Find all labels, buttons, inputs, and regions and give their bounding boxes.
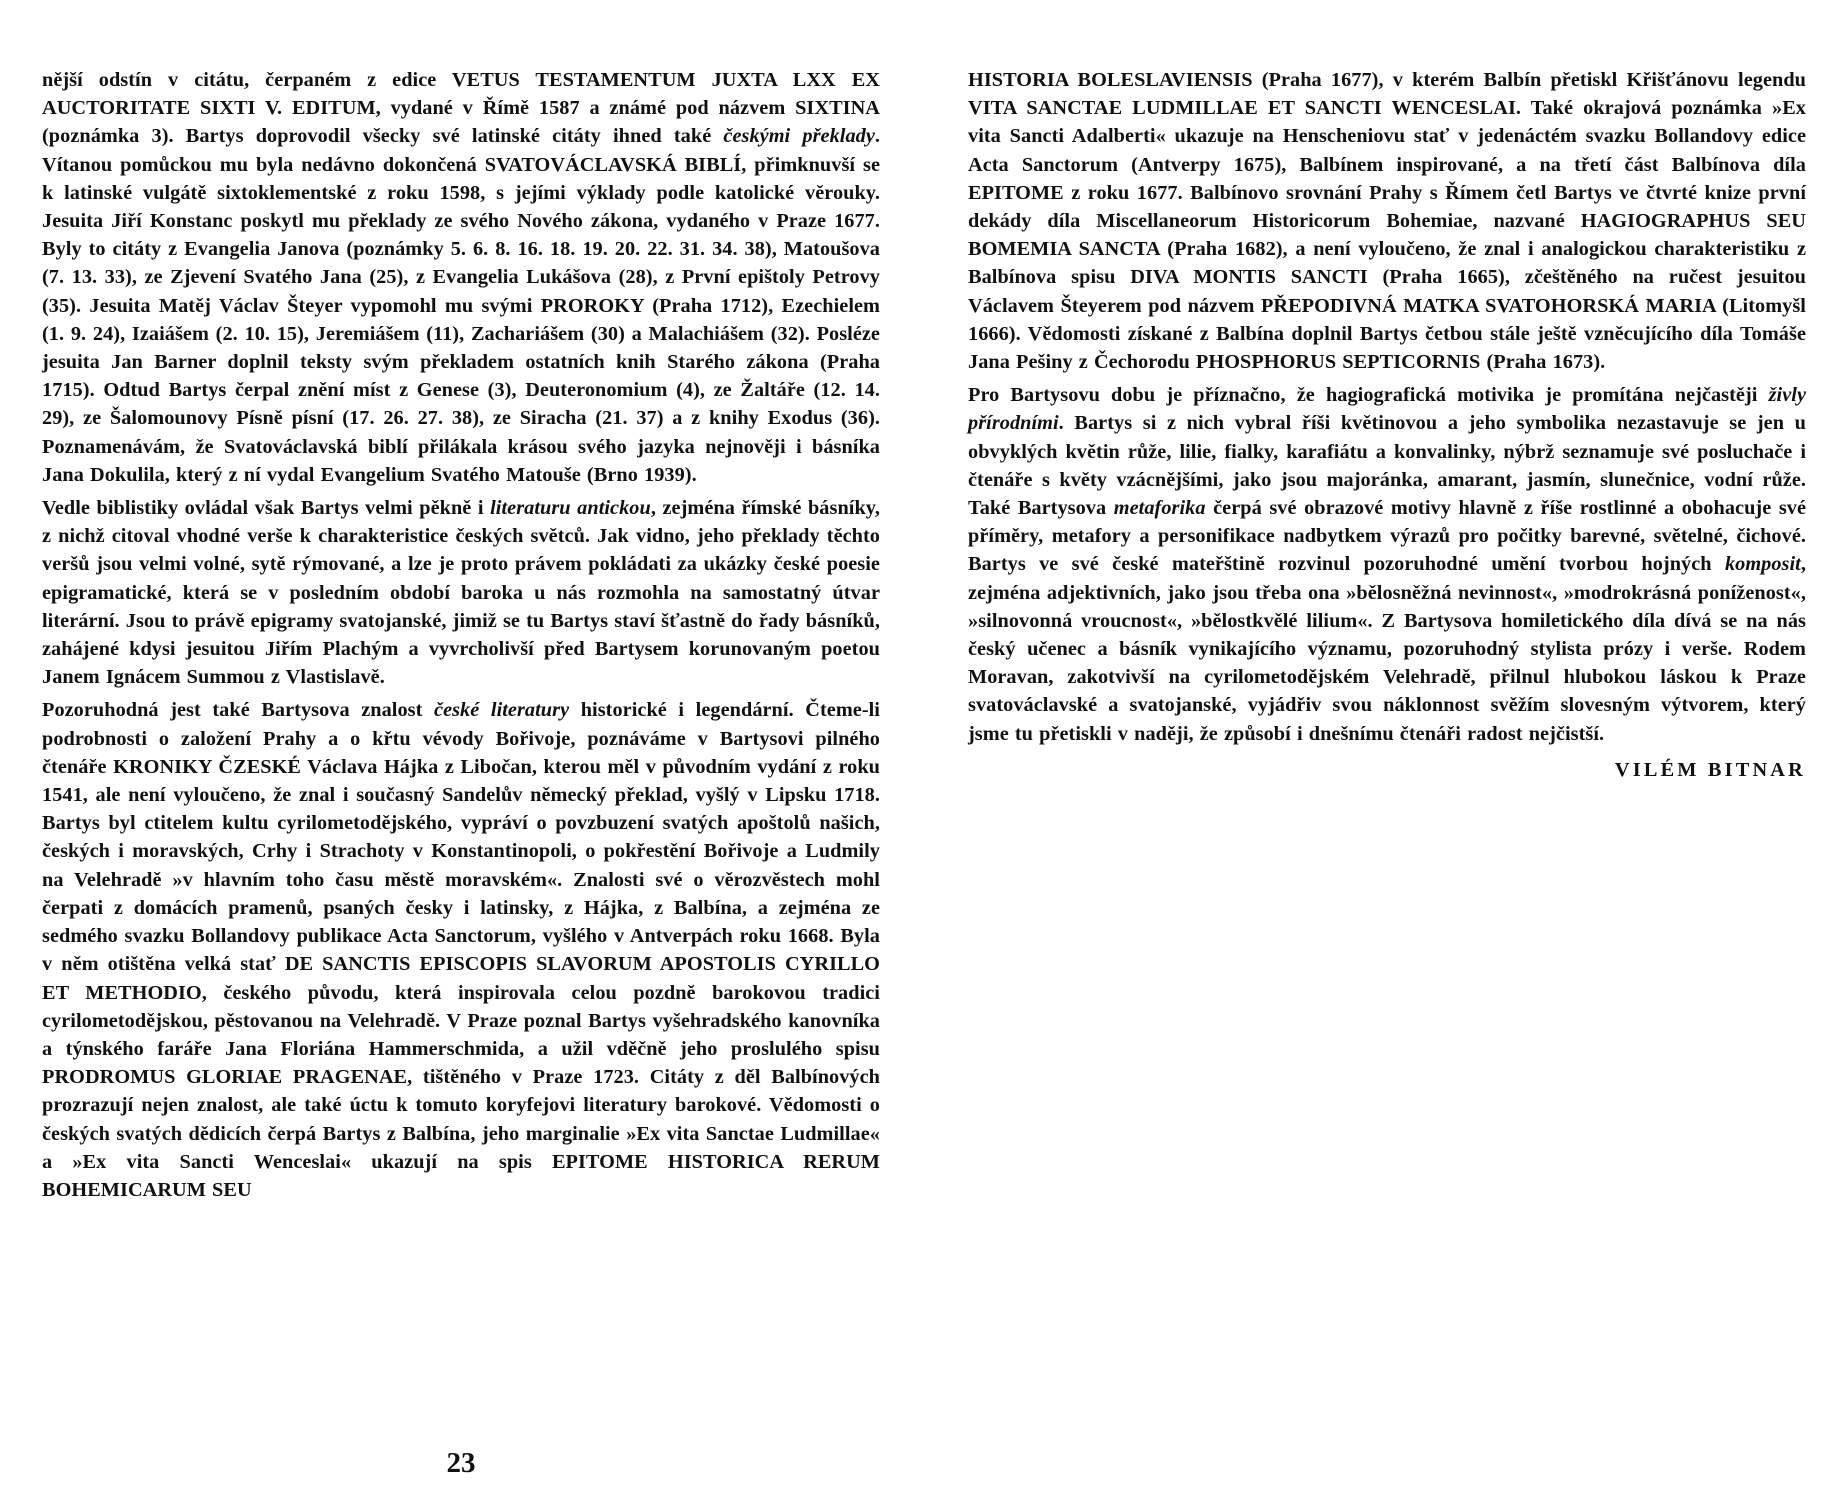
text-segment: HISTORIA BOLESLAVIENSIS (Praha 1677), v kterém Balbín přetiskl Křišťánovu legendu VITA SANCTAE LUDMILLAE ET SANCTI WENCESLAI. Také okrajová poznámka »Ex vita Sancti Adalberti« ukazuje na Henscheniovu stať v jedenáctém svazku Bollandovy edice Acta Sanctorum (Antverpy 1675), Balbínem inspirované, a na třetí část Balbínova díla EPITOME z roku 1677. Balbínovo srovnání Prahy s Římem četl Bartys ve čtvrté knize první dekády díla Miscellaneorum Historicorum Bohemiae, nazvané HAGIOGRAPHUS SEU BOMEMIA SANCTA (Praha 1682), a není vyloučeno, že znal i analogickou charakteristiku z Balbínova spisu DIVA MONTIS SANCTI (Praha 1665), zčeštěného na ručest jesuitou Václavem Šteyerem pod názvem PŘEPODIVNÁ MATKA SVATOHORSKÁ MARIA (Litomyšl 1666). Vědomosti získané z Balbína doplnil Bartys četbou stále ještě vzněcujícího díla Tomáše Jana Pešiny z Čechorodu PHOSPHORUS SEPTICORNIS (Praha 1673). [968,69,1806,374]
text-segment: nější odstín v citátu, čerpaném z edice VETUS TESTAMENTUM JUXTA LXX EX AUCTORITATE SIXTI V. EDITUM, vydané v Římě 1587 a známé pod názvem SIXTINA (poznámka 3). Bartys doprovodil všecky své latinské citáty ihned také [42,69,880,148]
paragraph [42,66,880,489]
text-segment: Pro Bartysovu dobu je příznačno, že hagiografická motivika je promítána nejčastěji [968,384,1769,407]
page-number: 23 [446,1447,476,1479]
paragraph [968,381,1806,748]
paragraph [42,696,880,1204]
text-segment: , zejména římské básníky, z nichž citoval vhodné verše k charakteristice českých světců. Jak vidno, jeho překlady těchto veršů jsou velmi volné, sytě rýmované, a lze je proto právem pokládati za ukázky české poesie epigramatické, která se v posledním období baroka u nás rozmohla na samostatný útvar literární. Jsou to právě epigramy svatojanské, jimiž se tu Bartys staví šťastně do řady básníků, zahájené kdysi jesuitou Jiřím Plachým a vyvrcholivší před Bartysem korunovaným poetou Janem Ignácem Summou z Vlastislavě. [42,497,880,689]
right-page-text [968,66,1806,748]
emphasized-text: českými překlady [723,125,875,148]
text-segment: . Bartys si z nich vybral říši květinovou a jeho symbolika nezastavuje se jen u obvyklých květin růže, lilie, fialky, karafiátu a konvalinky, nýbrž seznamuje své posluchače i čtenáře s květy vzácnějšími, jako jsou majoránka, amarant, jasmín, slunečnice, vodní růže. Také Bartysova [968,412,1806,520]
left-page [42,66,880,1486]
emphasized-text: živly přírodními [968,384,1806,435]
emphasized-text: české literatury [434,699,570,722]
paragraph [968,66,1806,376]
author-signature: VILÉM BITNAR [1614,758,1806,781]
text-segment: historické i legendární. Čteme-li podrobnosti o založení Prahy a o křtu vévody Bořivoje, poznáváme v Bartysovi pilného čtenáře KRONIKY ČZESKÉ Václava Hájka z Libočan, kterou měl v původním vydání z roku 1541, ale není vyloučeno, že znal i současný Sandelův německý překlad, vyšlý v Lipsku 1718. Bartys byl ctitelem kultu cyrilometodějského, vypráví o povzbuzení svatých apoštolů našich, českých i moravských, Crhy i Strachoty v Konstantinopoli, o pokřestění Bořivoje a Ludmily na Velehradě »v hlavním toho času městě moravském«. Znalosti své o věrozvěstech mohl čerpati z domácích pramenů, psaných česky i latinsky, z Hájka, z Balbína, a zejména ze sedmého svazku Bollandovy publikace Acta Sanctorum, vyšlého v Antverpách roku 1668. Byla v něm otištěna velká stať DE SANCTIS EPISCOPIS SLAVORUM APOSTOLIS CYRILLO ET METHODIO, českého původu, která inspirovala celou pozdně barokovou tradici cyrilometodějskou, pěstovanou na Velehradě. V Praze poznal Bartys vyšehradského kanovníka a týnského faráře Jana Floriána Hammerschmida, a užil vděčně jeho proslulého spisu PRODROMUS GLORIAE PRAGENAE, tištěného v Praze 1723. Citáty z děl Balbínových prozrazují nejen znalost, ale také úctu k tomuto koryfejovi literatury barokové. Vědomosti o českých svatých dědicích čerpá Bartys z Balbína, jeho marginalie »Ex vita Sanctae Ludmillae« a »Ex vita Sancti Wenceslai« ukazují na spis EPITOME HISTORICA RERUM BOHEMICARUM SEU [42,699,880,1201]
emphasized-text: literaturu antickou [490,497,651,520]
right-page [968,66,1806,1486]
emphasized-text: metaforika [1113,497,1206,520]
text-segment: , zejména adjektivních, jako jsou třeba ona »bělosněžná nevinnost«, »modrokrásná poníženost«, »silnovonná vroucnost«, »bělostkvělé lilium«. Z Bartysova homiletického díla dívá se na nás český učenec a básník vynikajícího významu, pozoruhodný stylista prózy i verše. Rodem Moravan, zakotvivší na cyrilometodějském Velehradě, přilnul hlubokou láskou k Praze svatováclavské a svatojanské, vyjádřiv svou náklonnost svěžím slovesným výtvorem, který jsme tu přetiskli v naději, že způsobí i dnešnímu čtenáři radost nejčistší. [968,553,1806,745]
paragraph [42,494,880,691]
text-segment: Pozoruhodná jest také Bartysova znalost [42,699,435,722]
text-segment: . Vítanou pomůckou mu byla nedávno dokončená SVATOVÁCLAVSKÁ BIBLÍ, přimknuvší se k latinské vulgátě sixtoklementské z roku 1598, s jejími výklady podle katolické věrouky. Jesuita Jiří Konstanc poskytl mu překlady ze svého Nového zákona, vydaného v Praze 1677. Byly to citáty z Evangelia Janova (poznámky 5. 6. 8. 16. 18. 19. 20. 22. 31. 34. 38), Matoušova (7. 13. 33), ze Zjevení Svatého Jana (25), z Evangelia Lukášova (28), z První epištoly Petrovy (35). Jesuita Matěj Václav Šteyer vypomohl mu svými PROROKY (Praha 1712), Ezechielem (1. 9. 24), Izaiášem (2. 10. 15), Jeremiášem (11), Zachariášem (30) a Malachiášem (32). Posléze jesuita Jan Barner doplnil teksty svým překladem ostatních knih Starého zákona (Praha 1715). Odtud Bartys čerpal znění míst z Genese (3), Deuteronomium (4), ze Žaltáře (12. 14. 29), ze Šalomounovy Písně písní (17. 26. 27. 38), ze Siracha (21. 37) a z knihy Exodus (36). Poznamenávám, že Svatováclavská biblí přilákala krásou svého jazyka nejnověji i básníka Jana Dokulila, který z ní vydal Evangelium Svatého Matouše (Brno 1939). [42,125,880,486]
left-page-text [42,66,880,1204]
emphasized-text: komposit [1724,553,1801,576]
text-segment: čerpá své obrazové motivy hlavně z říše rostlinné a obohacuje své příměry, metafory a personifikace nadbytkem výrazů pro počitky barevné, světelné, čichové. Bartys ve své české mateřštině rozvinul pozoruhodné umění tvorbou hojných [968,497,1807,576]
text-segment: Vedle biblistiky ovládal však Bartys velmi pěkně i [42,497,491,520]
